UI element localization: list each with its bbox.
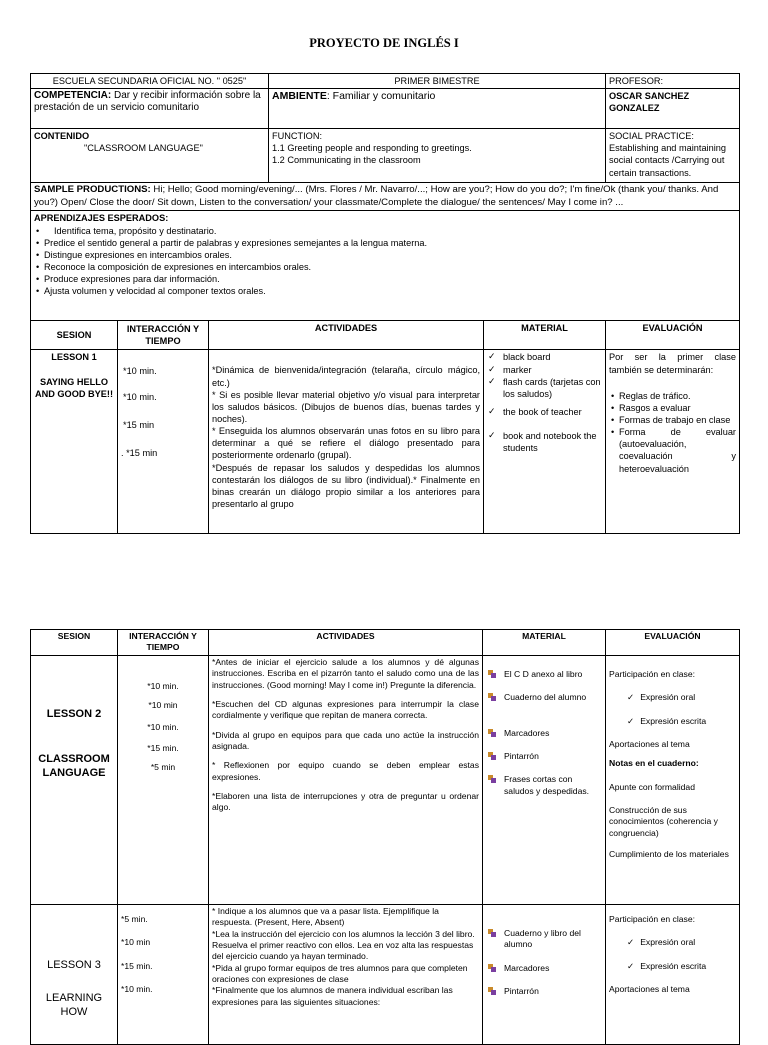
aprendizajes-list [34, 225, 736, 298]
lesson2-activity: *Escuchen del CD algunas expresiones para interrumpir la clase cordialmente y verifique que repitan de manera correcta. [212, 699, 479, 721]
lesson2-name: LESSON 2 [46, 708, 102, 720]
eval-item: • Formas de trabajo en clase [609, 414, 736, 426]
lesson2-activity: *Divida al grupo en equipos para que cada uno actúe la instrucción asignada. [212, 729, 479, 752]
lesson1-material-list [487, 351, 602, 454]
material-label: Frases cortas con saludos y despedidas. [504, 774, 590, 796]
eval-aportaciones: Aportaciones al tema [609, 984, 690, 995]
eval-cumplimiento: Cumplimiento de los materiales [609, 849, 729, 860]
lesson2-material-list [486, 669, 602, 797]
aprendizajes-cell [31, 211, 740, 321]
col-evaluacion: EVALUACIÓN [606, 630, 740, 656]
material-item: ✓ book and notebook the students [487, 430, 602, 454]
eval-participacion: Participación en clase: [609, 914, 695, 924]
eval-item: • Reglas de tráfico. [609, 390, 736, 402]
teacher-label: PROFESOR: [606, 74, 740, 89]
bullet-icon [488, 729, 496, 737]
bullet-icon [488, 670, 496, 678]
lesson1-activities: *Dinámica de bienvenida/integración (telaraña, círculo mágico, etc.) * Si es posible llevar material objetivo y/o visual para interpretar los saludos básicos. (Dibujos de buenos días, buenas tardes y noches). * Enseguida los alumnos observarán unas fotos en su libro para determinar a qué se refiere el diálogo presentado para posteriormente ordenarlo (grupal). *Después de repasar los saludos y despedidas los alumnos contestarán los diálogos de su libro (individual).* Finalmente en binas crearán un diálogo propio similar a los anteriores para presentarlo al grupo [209, 350, 484, 534]
lesson3-time: *10 min [121, 937, 151, 948]
aprendizaje-item: • Distingue expresiones en intercambios orales. [34, 249, 736, 261]
material-label: Cuaderno del alumno [504, 692, 587, 703]
lesson1-materials [484, 350, 606, 534]
material-label: Marcadores [504, 727, 550, 738]
bullet-icon [488, 929, 496, 937]
material-item [486, 963, 602, 974]
col-interaccion: INTERACCIÓN Y TIEMPO [118, 630, 209, 656]
col-sesion: SESION [31, 630, 118, 656]
lesson1-time: *15 min [123, 419, 155, 430]
lesson1-eval-list [609, 390, 736, 475]
material-item: ✓ flash cards (tarjetas con los saludos) [487, 376, 602, 400]
material-item: ✓ the book of teacher [487, 406, 602, 418]
lesson2-activities [209, 656, 483, 905]
material-item [486, 928, 602, 951]
eval-apunte: Apunte con formalidad [609, 781, 695, 792]
material-label: Pintarrón [504, 986, 539, 997]
teacher-name: OSCAR SANCHEZ GONZALEZ [606, 89, 740, 129]
lesson2-activity: *Antes de iniciar el ejercicio salude a los alumnos y dé algunas instrucciones. Escriba en el pizarrón tanto el saludo como una de las instrucciones. (Good morning! May I come in!) Pregunte la diferencia. [212, 657, 479, 690]
function-item-2: 1.2 Communicating in the classroom [272, 155, 421, 166]
school-name: ESCUELA SECUNDARIA OFICIAL NO. " 0525" [31, 74, 269, 89]
lesson2-activity: *Elaboren una lista de interrupciones y otra de preguntar u ordenar algo. [212, 791, 479, 813]
eval-escrita: ✓ Expresión escrita [609, 716, 736, 727]
lesson1-eval-intro: Por ser la primer clase también se determinarán: [609, 352, 736, 375]
lesson3-time: *10 min. [121, 984, 153, 995]
aprendizaje-item: • Reconoce la composición de expresiones en intercambios orales. [34, 261, 736, 273]
planning-table-1 [30, 73, 740, 534]
aprendizaje-item: • Produce expresiones para dar información. [34, 273, 736, 285]
eval-notas: Notas en el cuaderno: [609, 758, 699, 769]
lesson3-name: LESSON 3 [47, 959, 101, 971]
material-item [486, 751, 602, 762]
material-label: Cuaderno y libro del alumno [504, 928, 581, 950]
sample-productions [31, 183, 740, 211]
bullet-icon [488, 987, 496, 995]
eval-oral: ✓ Expresión oral [609, 692, 736, 703]
competencia-cell [31, 89, 269, 129]
eval-aportaciones: Aportaciones al tema [609, 739, 690, 750]
eval-construccion: Construcción de sus conocimientos (coherencia y congruencia) [609, 805, 718, 838]
aprendizaje-item: • Predice el sentido general a partir de palabras y expresiones semejantes a la lengua materna. [34, 237, 736, 249]
eval-item: • Rasgos a evaluar [609, 402, 736, 414]
eval-participacion: Participación en clase: [609, 669, 695, 679]
ambiente-text: : Familiar y comunitario [326, 90, 436, 103]
lesson2-time: *15 min. [147, 743, 179, 754]
col-evaluacion: EVALUACIÓN [606, 321, 740, 350]
function-cell [269, 129, 606, 183]
bullet-icon [488, 752, 496, 760]
lesson2-time: *10 min [148, 700, 178, 711]
document-title: PROYECTO DE INGLÉS I [309, 36, 459, 50]
eval-escrita: ✓ Expresión escrita [609, 961, 736, 972]
lesson2-times [118, 656, 209, 905]
material-item: ✓ marker [487, 364, 602, 376]
ambiente-label: AMBIENTE [272, 90, 327, 103]
aprendizaje-item: • Ajusta volumen y velocidad al componer textos orales. [34, 285, 736, 297]
lesson1-time: *10 min. [123, 391, 157, 402]
contenido-label: CONTENIDO [34, 131, 90, 142]
col-material: MATERIAL [484, 321, 606, 350]
lesson3-activities: * Indique a los alumnos que va a pasar lista. Ejemplifique la respuesta. (Present, Here, Absent) *Lea la instrucción del ejercicio con los alumnos la lección 3 del libro. Resuelva el primer reactivo con ellos. Lea en voz alta las respuestas del ejercicio cuando ya hayan terminado. *Pida al grupo formar equipos de tres alumnos para que completen oraciones con expresiones de clase *Finalmente que los alumnos de manera individual escriban las expresiones para las siguientes situaciones: [209, 905, 483, 1045]
material-item [486, 669, 602, 680]
lesson3-material-list [486, 928, 602, 997]
competencia-label: COMPETENCIA: [34, 90, 112, 102]
material-label: Pintarrón [504, 751, 539, 762]
aprendizajes-label: APRENDIZAJES ESPERADOS: [34, 213, 169, 224]
material-item [486, 728, 602, 739]
material-item: ✓ black board [487, 351, 602, 363]
col-actividades: ACTIVIDADES [209, 321, 484, 350]
material-label: El C D anexo al libro [504, 669, 583, 679]
social-practice: SOCIAL PRACTICE: Establishing and maintaining social contacts /Carrying out certain transactions. [606, 129, 740, 183]
eval-item: • Forma de evaluar (autoevaluación, coevaluación y heteroevaluación [609, 426, 736, 475]
contenido-cell [31, 129, 269, 183]
function-item-1: 1.1 Greeting people and responding to greetings. [272, 143, 472, 154]
material-label: Marcadores [504, 962, 550, 973]
lesson1-name: LESSON 1 [51, 352, 97, 363]
lesson2-session [31, 656, 118, 905]
lesson1-time: . *15 min [121, 447, 158, 458]
material-item [486, 986, 602, 997]
lesson2-time: *5 min [150, 762, 176, 773]
lesson1-topic: SAYING HELLO AND GOOD BYE!! [34, 376, 114, 399]
lesson2-time: *10 min. [147, 721, 179, 732]
bullet-icon [488, 964, 496, 972]
sample-label: SAMPLE PRODUCTIONS: [34, 184, 151, 196]
competencia-text: Dar y recibir información sobre la prestación de un servicio comunitario [34, 90, 261, 114]
lesson3-time: *5 min. [121, 914, 148, 924]
material-item [486, 692, 602, 703]
lesson2-time: *10 min. [147, 681, 179, 691]
lesson3-topic: LEARNING HOW [45, 991, 103, 1019]
material-item [486, 774, 602, 797]
bullet-icon [488, 693, 496, 701]
planning-table-2 [30, 629, 740, 1045]
lesson1-time: *10 min. [123, 366, 157, 377]
aprendizaje-item: • Identifica tema, propósito y destinatario. [34, 225, 736, 237]
col-interaccion: INTERACCIÓN Y TIEMPO [118, 321, 209, 350]
lesson1-evaluation [606, 350, 740, 534]
ambiente-cell [269, 89, 606, 129]
col-material: MATERIAL [483, 630, 606, 656]
col-actividades: ACTIVIDADES [209, 630, 483, 656]
bullet-icon [488, 775, 496, 783]
sample-text: Hi; Hello; Good morning/evening/... (Mrs. Flores / Mr. Navarro/...; How are you?; How do you do?; I'm fine/Ok (thank you/ thanks. And you?) Open/ Close the door/ Sit down, Listen to the conversation/ your classmate/Complete the dialogue/ the sentences/ May I come in? ... [34, 184, 719, 208]
lesson3-time: *15 min. [121, 960, 153, 971]
lesson2-topic: CLASSROOM LANGUAGE [38, 752, 110, 780]
lesson1-session [31, 350, 118, 534]
lesson1-times [118, 350, 209, 534]
lesson2-activity: * Reflexionen por equipo cuando se deben emplear estas expresiones. [212, 760, 479, 782]
period: PRIMER BIMESTRE [269, 74, 606, 89]
function-label: FUNCTION: [272, 131, 323, 142]
contenido-text: "CLASSROOM LANGUAGE" [84, 143, 203, 154]
eval-oral: ✓ Expresión oral [609, 937, 736, 948]
lesson2-materials [483, 656, 606, 905]
col-sesion: SESION [31, 321, 118, 350]
lesson2-evaluation [606, 656, 740, 905]
